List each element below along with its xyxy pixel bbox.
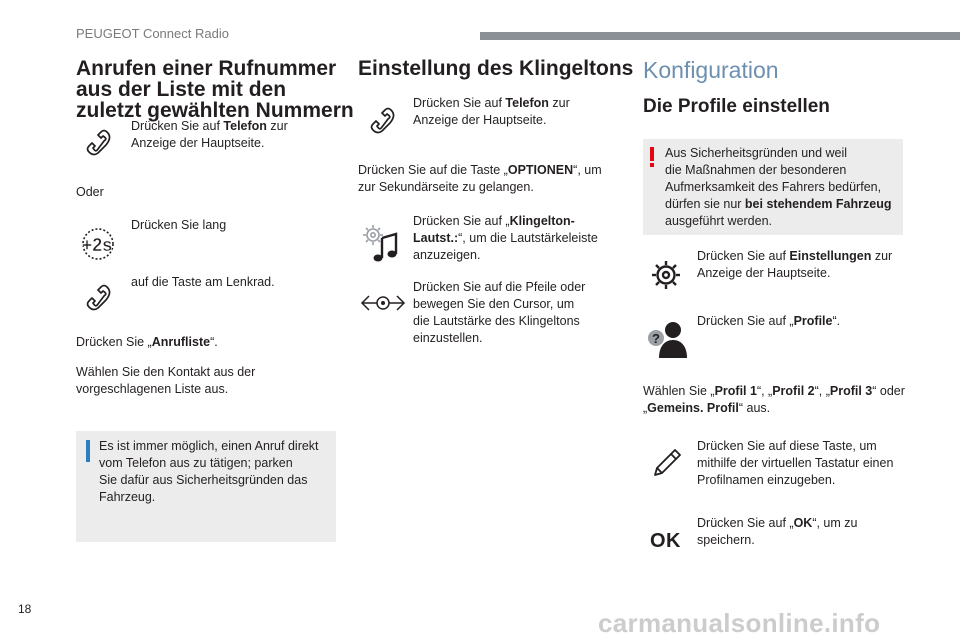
left-step1-pre: Drücken Sie auf bbox=[131, 119, 224, 133]
warning-line4-bold: bei stehendem Fahrzeug bbox=[744, 197, 892, 211]
right-step3-b2: Profil 2 bbox=[772, 384, 815, 398]
right-step3-p3: “, „ bbox=[814, 384, 830, 398]
middle-step3-post: “, um die Lautstärkeleiste bbox=[458, 231, 598, 245]
svg-text:?: ? bbox=[652, 331, 660, 346]
right-step2-post: “. bbox=[832, 314, 841, 328]
middle-step4-line-3: die Lautstärke des Klingeltons bbox=[413, 314, 580, 328]
middle-step1-bold: Telefon bbox=[505, 96, 549, 110]
right-step1-post: zur bbox=[871, 249, 893, 263]
phone-icon bbox=[368, 106, 396, 134]
left-oder: Oder bbox=[76, 185, 104, 199]
right-step1-pre: Drücken Sie auf bbox=[697, 249, 790, 263]
middle-step2-post: “, um bbox=[573, 163, 602, 177]
left-title-line-1: Anrufen einer Rufnummer bbox=[76, 57, 337, 80]
hold-2s-icon bbox=[76, 226, 118, 262]
left-step2: Drücken Sie lang bbox=[131, 218, 227, 232]
info-line-4: Fahrzeug. bbox=[99, 490, 156, 504]
volume-slider-icon bbox=[360, 290, 406, 316]
right-step3-b4: Gemeins. Profil bbox=[647, 401, 739, 415]
right-step2-pre: Drücken Sie auf „ bbox=[697, 314, 794, 328]
right-step3-p2: “, „ bbox=[756, 384, 773, 398]
middle-step3-bold1: Klingelton- bbox=[509, 214, 575, 228]
right-step4-line-2: mithilfe der virtuellen Tastatur einen bbox=[697, 456, 894, 470]
middle-step2-pre: Drücken Sie auf die Taste „ bbox=[358, 163, 508, 177]
middle-step2-bold: OPTIONEN bbox=[507, 163, 574, 177]
right-step1-bold: Einstellungen bbox=[789, 249, 872, 263]
warning-line-5: ausgeführt werden. bbox=[665, 214, 773, 228]
middle-step4-line-2: bewegen Sie den Cursor, um bbox=[413, 297, 575, 311]
warning-marker-dot bbox=[650, 163, 654, 167]
left-step1-post: zur bbox=[266, 119, 288, 133]
left-step5-line-2: vorgeschlagenen Liste aus. bbox=[76, 382, 229, 396]
hold-2s-label: +2s bbox=[81, 235, 113, 255]
header-title: PEUGEOT Connect Radio bbox=[76, 26, 229, 41]
right-step1-line2: Anzeige der Hauptseite. bbox=[697, 266, 831, 280]
right-step3-p1: Wählen Sie „ bbox=[643, 384, 715, 398]
left-step1-bold: Telefon bbox=[223, 119, 267, 133]
left-title-line-3: zuletzt gewählten Nummern bbox=[76, 99, 354, 122]
middle-step1 bbox=[413, 95, 570, 129]
info-marker bbox=[86, 440, 90, 462]
left-step4 bbox=[76, 334, 218, 351]
section-title: Konfiguration bbox=[643, 57, 779, 83]
right-step4-line-3: Profilnamen einzugeben. bbox=[697, 473, 836, 487]
phone-icon bbox=[84, 128, 112, 156]
right-step4 bbox=[697, 438, 893, 489]
watermark: carmanualsonline.info bbox=[598, 608, 881, 638]
warning-text bbox=[665, 145, 891, 230]
right-step5-bold: OK bbox=[793, 516, 813, 530]
warning-line-1: Aus Sicherheitsgründen und weil bbox=[665, 146, 848, 160]
middle-step3 bbox=[413, 213, 598, 264]
phone-icon bbox=[84, 283, 112, 311]
right-step5 bbox=[697, 515, 857, 549]
warning-line4-pre: dürfen sie nur bbox=[665, 197, 745, 211]
right-step1 bbox=[697, 248, 892, 282]
page-number: 18 bbox=[18, 602, 32, 616]
right-step3-p6: “ aus. bbox=[738, 401, 771, 415]
middle-title: Einstellung des Klingeltons bbox=[358, 57, 634, 80]
info-line-2: vom Telefon aus zu tätigen; parken bbox=[99, 456, 293, 470]
right-step5-pre: Drücken Sie auf „ bbox=[697, 516, 794, 530]
left-step4-pre: Drücken Sie „ bbox=[76, 335, 152, 349]
warning-line-2: die Maßnahmen der besonderen bbox=[665, 163, 847, 177]
right-step5-line2: speichern. bbox=[697, 533, 755, 547]
left-step5 bbox=[76, 364, 255, 398]
right-step3-b3: Profil 3 bbox=[829, 384, 873, 398]
middle-step2-line2: zur Sekundärseite zu gelangen. bbox=[358, 180, 534, 194]
right-step5-post: “, um zu bbox=[812, 516, 858, 530]
right-step2 bbox=[697, 313, 840, 330]
sub-title: Die Profile einstellen bbox=[643, 96, 830, 117]
left-step5-line-1: Wählen Sie den Kontakt aus der bbox=[76, 365, 256, 379]
settings-music-icon bbox=[362, 224, 406, 264]
middle-step3-pre: Drücken Sie auf „ bbox=[413, 214, 510, 228]
middle-step1-pre: Drücken Sie auf bbox=[413, 96, 506, 110]
left-step3: auf die Taste am Lenkrad. bbox=[131, 275, 275, 289]
left-step1-line2: Anzeige der Hauptseite. bbox=[131, 136, 265, 150]
ok-icon: OK bbox=[650, 530, 681, 552]
middle-step3-line3: anzuzeigen. bbox=[413, 248, 481, 262]
info-line-3: Sie dafür aus Sicherheitsgründen das bbox=[99, 473, 308, 487]
left-step4-post: “. bbox=[210, 335, 218, 349]
info-text bbox=[99, 438, 319, 506]
right-step3-p4: “ oder bbox=[872, 384, 905, 398]
profile-question-icon bbox=[646, 320, 688, 358]
right-step4-line-1: Drücken Sie auf diese Taste, um bbox=[697, 439, 877, 453]
gear-icon bbox=[650, 259, 682, 291]
middle-step2 bbox=[358, 162, 602, 196]
right-step2-bold: Profile bbox=[793, 314, 833, 328]
warning-line-3: Aufmerksamkeit des Fahrers bedürfen, bbox=[665, 180, 882, 194]
middle-step4-line-4: einzustellen. bbox=[413, 331, 483, 345]
warning-marker bbox=[650, 147, 654, 161]
middle-step1-post: zur bbox=[548, 96, 570, 110]
right-step3-p5: „ bbox=[643, 401, 648, 415]
left-title bbox=[76, 58, 354, 121]
header-bar bbox=[480, 32, 960, 40]
middle-step4 bbox=[413, 279, 585, 347]
right-step3 bbox=[643, 383, 905, 417]
left-step4-bold: Anrufliste bbox=[151, 335, 211, 349]
info-line-1: Es ist immer möglich, einen Anruf direkt bbox=[99, 439, 319, 453]
middle-step4-line-1: Drücken Sie auf die Pfeile oder bbox=[413, 280, 586, 294]
left-title-line-2: aus der Liste mit den bbox=[76, 78, 287, 101]
left-step1 bbox=[131, 118, 288, 152]
middle-step1-line2: Anzeige der Hauptseite. bbox=[413, 113, 547, 127]
pencil-icon bbox=[650, 446, 684, 480]
middle-step3-bold2: Lautst.: bbox=[413, 231, 459, 245]
right-step3-b1: Profil 1 bbox=[714, 384, 757, 398]
